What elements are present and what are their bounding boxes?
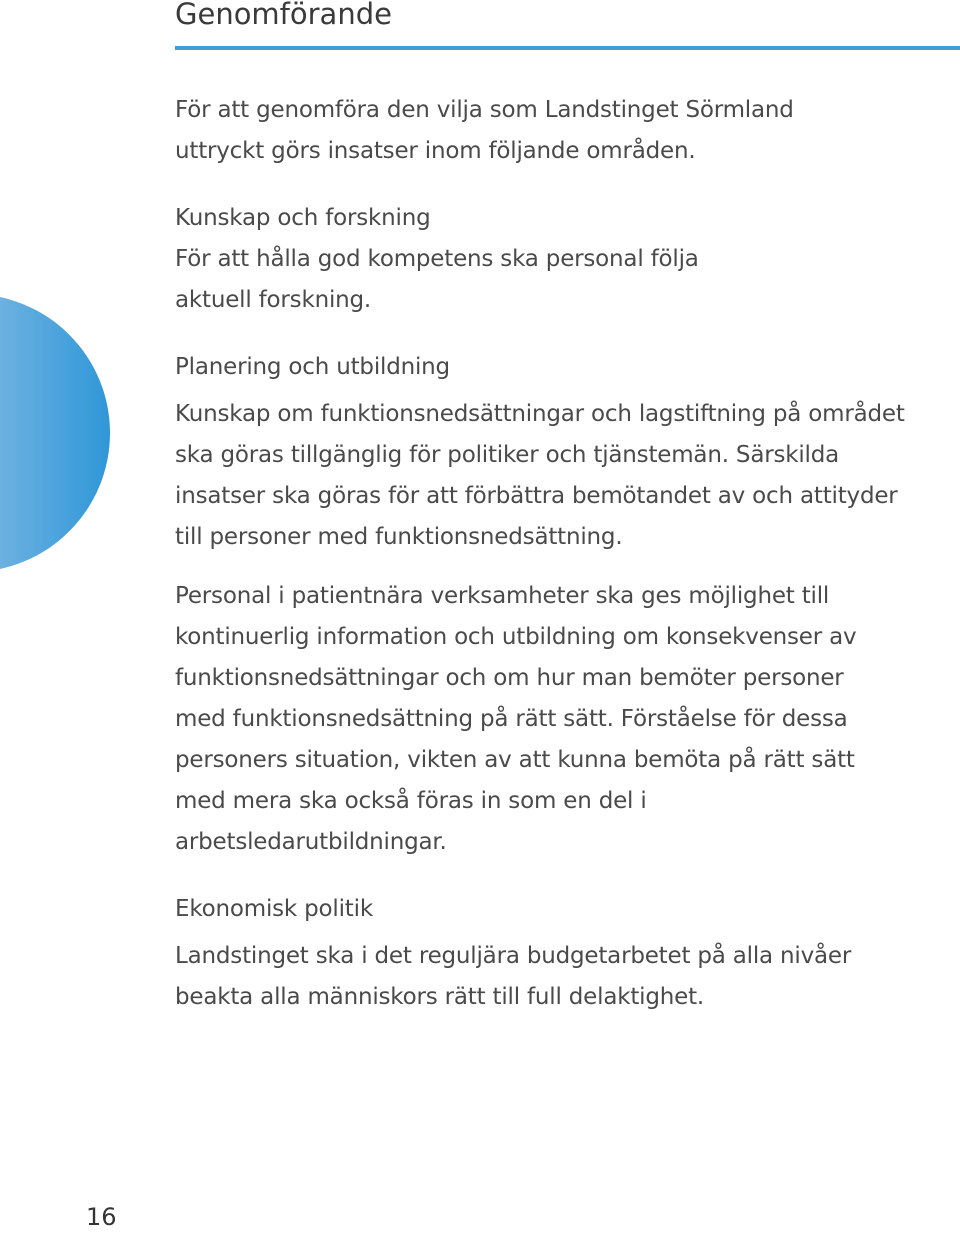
- title-underline: [175, 46, 960, 50]
- section-paragraph: Personal i patientnära verksamheter ska ges möjlighet till kontinuerlig information och utbildning om konsekvenser av funktionsnedsättningar och om hur man bemöter personer med funktionsnedsättning på rätt sätt. Förståelse för dessa personers situation, vikten av att kunna bemöta på rätt sätt med mera ska också föras in som en del i arbetsledarutbildningar.: [175, 583, 857, 855]
- section-heading-planering: Planering och utbildning: [175, 354, 450, 380]
- section-heading-kunskap: Kunskap och forskning: [175, 205, 431, 231]
- page-number: 16: [86, 1203, 117, 1231]
- section-paragraph: För att hålla god kompetens ska personal följa aktuell forskning.: [175, 246, 699, 313]
- section-paragraph: Kunskap om funktionsnedsättningar och lagstiftning på området ska göras tillgänglig för politiker och tjänstemän. Särskilda insatser ska göras för att förbättra bemötandet av och attityder till personer med funktionsnedsättning.: [175, 401, 905, 550]
- decorative-circle: [0, 294, 110, 572]
- body-content: [175, 90, 935, 1018]
- page-title: Genomförande: [175, 0, 392, 31]
- section-heading-ekonomisk: Ekonomisk politik: [175, 896, 373, 922]
- intro-paragraph: För att genomföra den vilja som Landstinget Sörmland uttryckt görs insatser inom följande områden.: [175, 97, 794, 164]
- section-paragraph: Landstinget ska i det reguljära budgetarbetet på alla nivåer beakta alla människors rätt till full delaktighet.: [175, 943, 852, 1010]
